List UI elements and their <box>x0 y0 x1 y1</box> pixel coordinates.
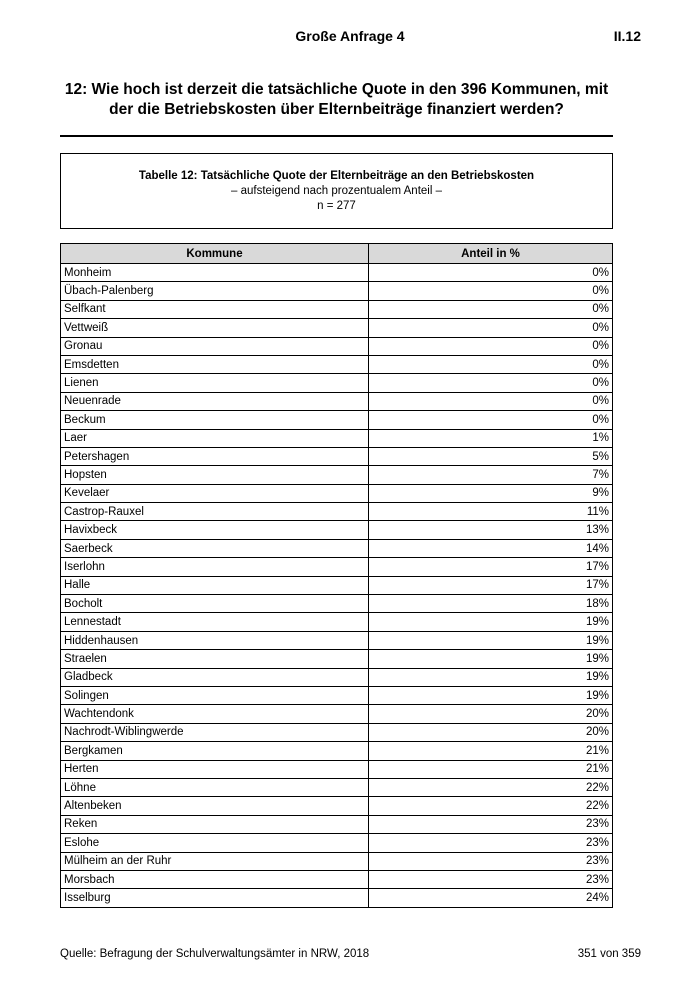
kommune-cell: Neuenrade <box>61 392 369 410</box>
kommune-cell: Herten <box>61 760 369 778</box>
table-row <box>61 595 613 613</box>
anteil-cell: 23% <box>369 815 613 833</box>
anteil-cell: 14% <box>369 539 613 557</box>
table-row <box>61 521 613 539</box>
anteil-cell: 0% <box>369 300 613 318</box>
anteil-cell: 19% <box>369 631 613 649</box>
kommune-cell: Löhne <box>61 778 369 796</box>
table-row <box>61 503 613 521</box>
anteil-cell: 19% <box>369 613 613 631</box>
kommune-cell: Nachrodt-Wiblingwerde <box>61 723 369 741</box>
kommune-cell: Hiddenhausen <box>61 631 369 649</box>
anteil-cell: 22% <box>369 778 613 796</box>
kommune-cell: Solingen <box>61 686 369 704</box>
table-row <box>61 337 613 355</box>
kommune-cell: Straelen <box>61 650 369 668</box>
table-row <box>61 650 613 668</box>
kommune-cell: Lennestadt <box>61 613 369 631</box>
heading-divider <box>60 135 613 137</box>
table-row <box>61 723 613 741</box>
table-row <box>61 539 613 557</box>
anteil-cell: 23% <box>369 870 613 888</box>
table-row <box>61 392 613 410</box>
kommune-cell: Monheim <box>61 264 369 282</box>
table-row <box>61 613 613 631</box>
table-caption-subtitle: – aufsteigend nach prozentualem Anteil – <box>231 185 442 197</box>
kommune-cell: Bergkamen <box>61 742 369 760</box>
anteil-cell: 0% <box>369 374 613 392</box>
anteil-cell: 11% <box>369 503 613 521</box>
kommune-cell: Halle <box>61 576 369 594</box>
table-row <box>61 870 613 888</box>
kommune-cell: Eslohe <box>61 834 369 852</box>
table-row <box>61 264 613 282</box>
anteil-cell: 0% <box>369 282 613 300</box>
anteil-cell: 7% <box>369 466 613 484</box>
data-table <box>60 243 613 908</box>
table-body <box>61 264 613 908</box>
table-row <box>61 576 613 594</box>
kommune-cell: Emsdetten <box>61 355 369 373</box>
kommune-cell: Castrop-Rauxel <box>61 503 369 521</box>
table-row <box>61 778 613 796</box>
table-row <box>61 466 613 484</box>
table-row <box>61 484 613 502</box>
kommune-cell: Übach-Palenberg <box>61 282 369 300</box>
table-row <box>61 282 613 300</box>
question-line-2: der die Betriebskosten über Elternbeiträge finanziert werden? <box>109 101 564 118</box>
anteil-cell: 24% <box>369 889 613 907</box>
anteil-cell: 9% <box>369 484 613 502</box>
anteil-cell: 23% <box>369 852 613 870</box>
anteil-cell: 0% <box>369 355 613 373</box>
table-row <box>61 815 613 833</box>
table-row <box>61 429 613 447</box>
table-row <box>61 797 613 815</box>
anteil-cell: 23% <box>369 834 613 852</box>
anteil-cell: 0% <box>369 264 613 282</box>
kommune-cell: Iserlohn <box>61 558 369 576</box>
kommune-cell: Havixbeck <box>61 521 369 539</box>
table-row <box>61 742 613 760</box>
table-row <box>61 300 613 318</box>
kommune-cell: Beckum <box>61 411 369 429</box>
kommune-cell: Morsbach <box>61 870 369 888</box>
column-header-kommune: Kommune <box>61 244 369 264</box>
kommune-cell: Petershagen <box>61 447 369 465</box>
kommune-cell: Gronau <box>61 337 369 355</box>
kommune-cell: Mülheim an der Ruhr <box>61 852 369 870</box>
table-sample-size: n = 277 <box>317 200 356 212</box>
section-number: II.12 <box>613 28 641 44</box>
kommune-cell: Wachtendonk <box>61 705 369 723</box>
table-row <box>61 852 613 870</box>
anteil-cell: 17% <box>369 558 613 576</box>
anteil-cell: 5% <box>369 447 613 465</box>
anteil-cell: 18% <box>369 595 613 613</box>
anteil-cell: 0% <box>369 319 613 337</box>
table-row <box>61 558 613 576</box>
question-line-1: 12: Wie hoch ist derzeit die tatsächliche Quote in den 396 Kommunen, mit <box>64 81 609 98</box>
table-row <box>61 668 613 686</box>
table-row <box>61 374 613 392</box>
table-caption-title: Tabelle 12: Tatsächliche Quote der Elternbeiträge an den Betriebskosten <box>138 170 535 182</box>
anteil-cell: 19% <box>369 650 613 668</box>
table-row <box>61 705 613 723</box>
table-row <box>61 411 613 429</box>
table-caption-box <box>60 153 613 229</box>
kommune-cell: Selfkant <box>61 300 369 318</box>
anteil-cell: 17% <box>369 576 613 594</box>
anteil-cell: 22% <box>369 797 613 815</box>
table-row <box>61 760 613 778</box>
anteil-cell: 19% <box>369 686 613 704</box>
page-number: 351 von 359 <box>577 948 641 960</box>
kommune-cell: Bocholt <box>61 595 369 613</box>
table-row <box>61 355 613 373</box>
anteil-cell: 0% <box>369 411 613 429</box>
table-row <box>61 631 613 649</box>
kommune-cell: Saerbeck <box>61 539 369 557</box>
table-row <box>61 834 613 852</box>
table-row <box>61 889 613 907</box>
anteil-cell: 20% <box>369 723 613 741</box>
anteil-cell: 21% <box>369 760 613 778</box>
kommune-cell: Reken <box>61 815 369 833</box>
kommune-cell: Lienen <box>61 374 369 392</box>
kommune-cell: Gladbeck <box>61 668 369 686</box>
anteil-cell: 19% <box>369 668 613 686</box>
table-row <box>61 686 613 704</box>
anteil-cell: 1% <box>369 429 613 447</box>
kommune-cell: Laer <box>61 429 369 447</box>
anteil-cell: 20% <box>369 705 613 723</box>
kommune-cell: Altenbeken <box>61 797 369 815</box>
question-heading <box>60 80 613 120</box>
page-header <box>0 28 700 48</box>
kommune-cell: Vettweiß <box>61 319 369 337</box>
source-note: Quelle: Befragung der Schulverwaltungsämter in NRW, 2018 <box>60 948 370 960</box>
anteil-cell: 21% <box>369 742 613 760</box>
anteil-cell: 13% <box>369 521 613 539</box>
anteil-cell: 0% <box>369 337 613 355</box>
table-header-row <box>61 244 613 264</box>
kommune-cell: Hopsten <box>61 466 369 484</box>
kommune-cell: Kevelaer <box>61 484 369 502</box>
anteil-cell: 0% <box>369 392 613 410</box>
table-row <box>61 319 613 337</box>
table-row <box>61 447 613 465</box>
column-header-anteil: Anteil in % <box>369 244 613 264</box>
document-title: Große Anfrage 4 <box>295 28 405 44</box>
kommune-cell: Isselburg <box>61 889 369 907</box>
